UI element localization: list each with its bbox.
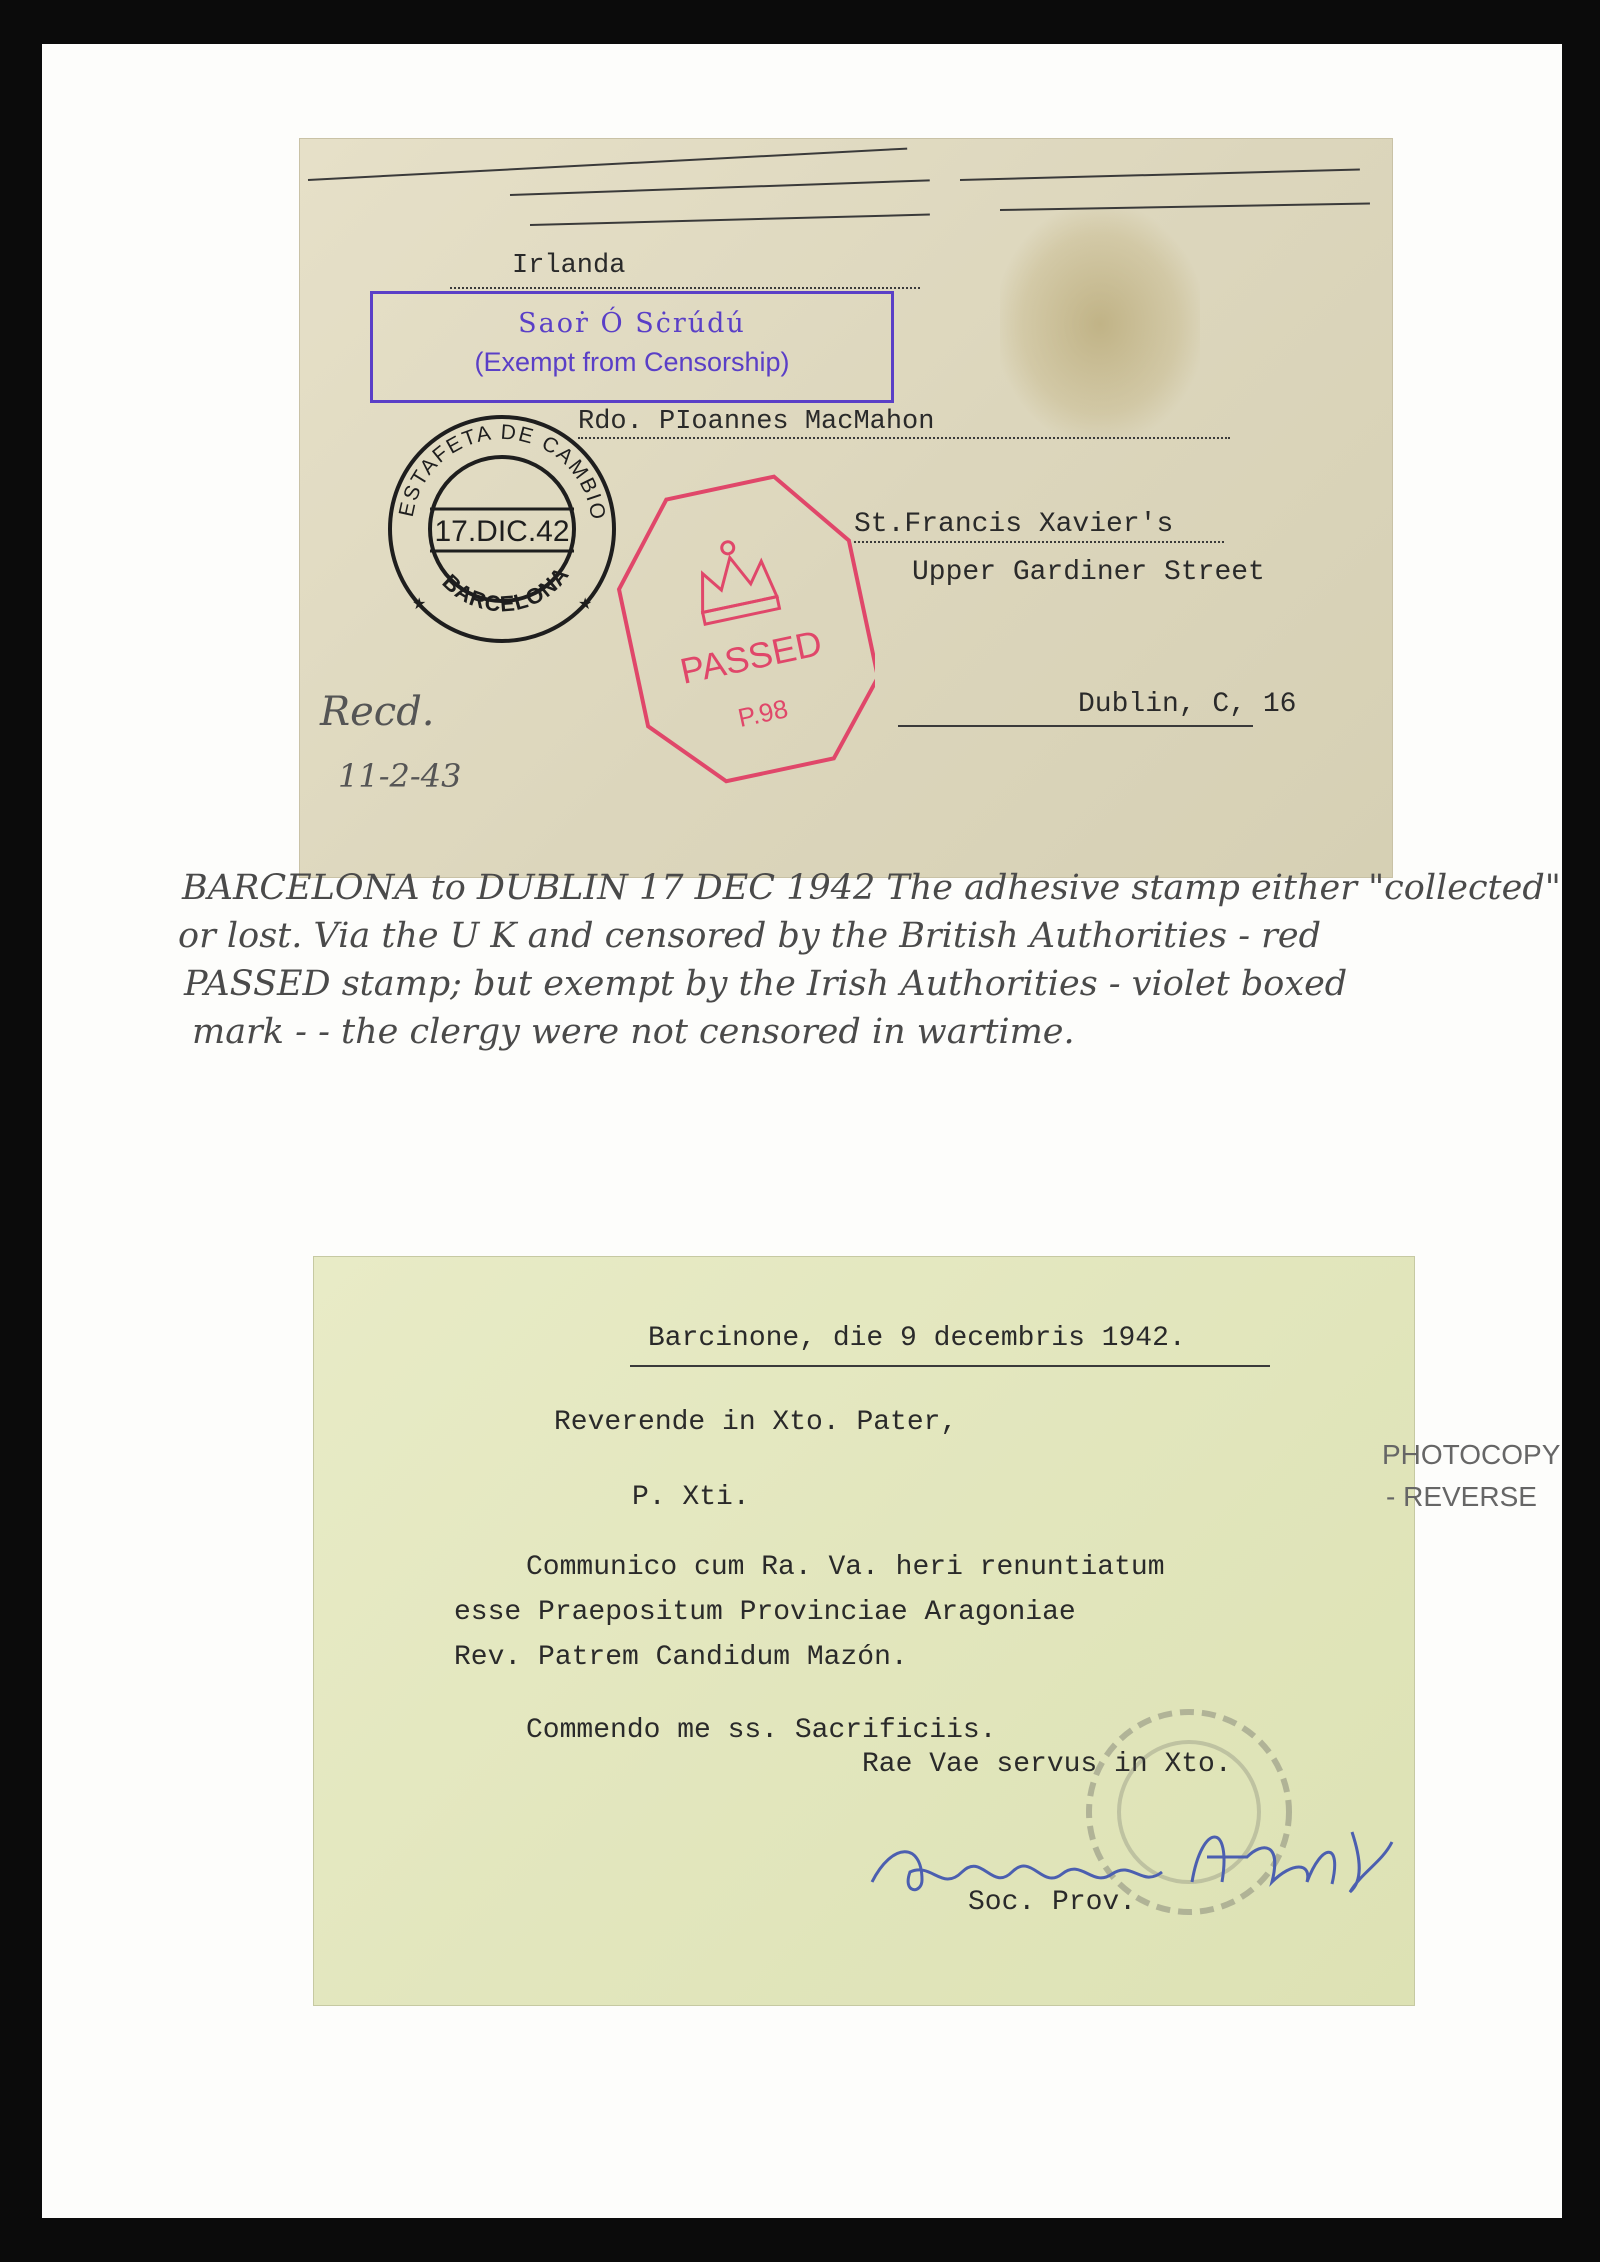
annotation-line-4: mark - - the clergy were not censored in wartime. [192,1012,1075,1052]
cancel-line [308,148,907,181]
passed-text: PASSED [676,621,826,692]
cancel-line [510,179,930,196]
censor-number: P.98 [735,693,791,734]
exempt-irish-text: Saoṙ Ó Sċrúdú [518,308,746,339]
postmark-bottom-text: BARCELONA [437,561,575,617]
addressee: Rdo. PIoannes MacMahon [578,407,935,437]
city-underline [898,725,1253,727]
postmark-date: 17.DIC.42 [434,515,570,548]
received-note-date: 11-2-43 [338,757,462,795]
title: Soc. Prov. [968,1887,1137,1918]
greeting: P. Xti. [632,1482,750,1513]
album-page [42,44,1562,2218]
servant: Rae Vae servus in Xto. [862,1749,1232,1780]
country-line: Irlanda [512,251,626,281]
barcelona-postmark [382,409,622,649]
address-line-2: Upper Gardiner Street [912,557,1265,588]
dateline-underline [630,1365,1270,1367]
star-icon: ★ [412,596,427,613]
star-icon: ★ [578,596,593,613]
addressee-underline [578,437,1230,439]
country-underline [450,287,920,289]
cancel-line [530,214,930,226]
annotation-line-2: or lost. Via the U K and censored by the British Authorities - red [178,916,1322,956]
address-line-3: Dublin, C, 16 [1078,689,1297,720]
received-note-label: Recd. [320,689,435,735]
reverse-card [314,1257,1414,2005]
closing: Commendo me ss. Sacrificiis. [526,1715,997,1746]
address-underline [854,541,1224,543]
photocopy-note-line-1: PHOTOCOPY [1382,1439,1561,1470]
salutation: Reverende in Xto. Pater, [554,1407,958,1438]
crown-icon [689,534,779,624]
cancel-line [960,169,1360,181]
exempt-censorship-mark [370,291,894,403]
postmark-top-text: ESTAFETA DE CAMBIO [394,420,610,523]
exempt-english-text: (Exempt from Censorship) [474,347,790,377]
address-line-1: St.Francis Xavier's [854,509,1174,540]
photocopy-note [1382,1434,1560,1518]
annotation-line-1: BARCELONA to DUBLIN 17 DEC 1942 The adhesive stamp either "collected" [182,868,1561,908]
dateline: Barcinone, die 9 decembris 1942. [648,1323,1186,1354]
annotation-line-3: PASSED stamp; but exempt by the Irish Authorities - violet boxed [184,964,1348,1004]
photocopy-note-line-2: - REVERSE [1386,1481,1537,1512]
body-line-1: Communico cum Ra. Va. heri renuntiatum [526,1552,1165,1583]
envelope-front [300,139,1392,877]
passed-censor-mark [615,474,875,784]
body-line-2: esse Praepositum Provinciae Aragoniae [454,1597,1076,1628]
stamp-stain [1000,209,1200,439]
body-line-3: Rev. Patrem Candidum Mazón. [454,1642,908,1673]
